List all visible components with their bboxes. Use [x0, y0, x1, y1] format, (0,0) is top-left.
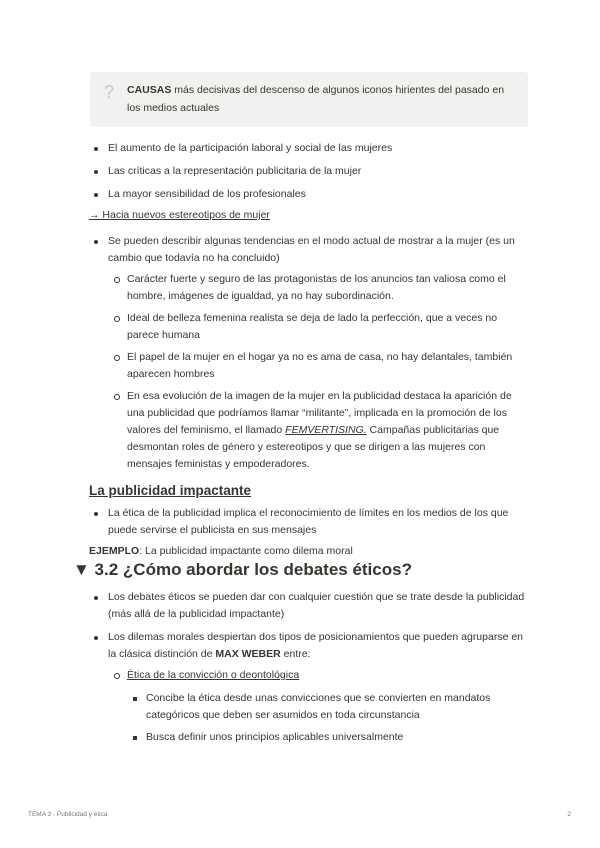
example-line: EJEMPLO: La publicidad impactante como dilema moral — [89, 545, 353, 557]
femvertising-link[interactable]: FEMVERTISING. — [285, 424, 367, 436]
section-heading[interactable]: ▼ 3.2 ¿Cómo abordar los debates éticos? — [73, 560, 412, 579]
list-item: Carácter fuerte y seguro de las protagonistas de los anuncios tan valiosa como el hombre, imágenes de igualdad, ya no hay subordinación. — [127, 271, 530, 305]
impact-heading: La publicidad impactante — [89, 483, 252, 498]
causes-callout — [90, 72, 528, 127]
list-item: Los debates éticos se pueden dar con cualquier cuestión que se trate desde la publicidad (más allá de la publicidad impactante) — [108, 589, 528, 623]
list-item: Ideal de belleza femenina realista se deja de lado la perfección, que a veces no parece humana — [127, 310, 530, 344]
list-item: El aumento de la participación laboral y social de las mujeres — [108, 140, 528, 157]
list-item: Ética de la convicción o deontológica — [127, 667, 530, 684]
causes-list — [108, 140, 528, 203]
impact-list — [108, 505, 528, 539]
list-item: Busca definir unos principios aplicables universalmente — [146, 729, 526, 746]
footer-title: TEMA 3 - Publicidad y ética — [28, 811, 108, 818]
question-icon: ? — [104, 82, 115, 102]
page-number: 2 — [567, 811, 571, 818]
list-item: Concibe la ética desde unas convicciones que se convierten en mandatos categóricos que deben ser asumidos en toda circunstancia — [146, 690, 526, 724]
list-item: La ética de la publicidad implica el reconocimiento de límites en los medios de los que puede servirse el publicista en sus mensajes — [108, 505, 528, 539]
debates-list — [108, 589, 528, 663]
ethics-sublist — [146, 690, 526, 746]
new-stereotypes-link[interactable]: → Hacia nuevos estereotipos de mujer — [89, 209, 270, 221]
tendencies-sublist — [127, 271, 530, 473]
tendencies-list — [108, 233, 528, 267]
list-item: Las críticas a la representación publicitaria de la mujer — [108, 163, 528, 180]
list-item: En esa evolución de la imagen de la mujer en la publicidad destaca la aparición de una publicidad que podríamos llamar “militante”, implicada en la promoción de los valores del feminismo, el llamado FEMVERTISING. Campañas publicitarias que desmontan roles de género y estereotipos y que se dirigen a las mujeres con mensajes feministas y empoderadores. — [127, 388, 530, 473]
callout-text: CAUSAS más decisivas del descenso de algunos iconos hirientes del pasado en los medios actuales — [127, 84, 505, 114]
list-item: Se pueden describir algunas tendencias en el modo actual de mostrar a la mujer (es un cambio que todavía no ha concluido) — [108, 233, 528, 267]
ethics-list — [127, 667, 530, 684]
list-item: Los dilemas morales despiertan dos tipos de posicionamientos que pueden agruparse en la clásica distinción de MAX WEBER entre: — [108, 629, 528, 663]
list-item: La mayor sensibilidad de los profesionales — [108, 186, 528, 203]
list-item: El papel de la mujer en el hogar ya no es ama de casa, no hay delantales, también aparecen hombres — [127, 349, 530, 383]
